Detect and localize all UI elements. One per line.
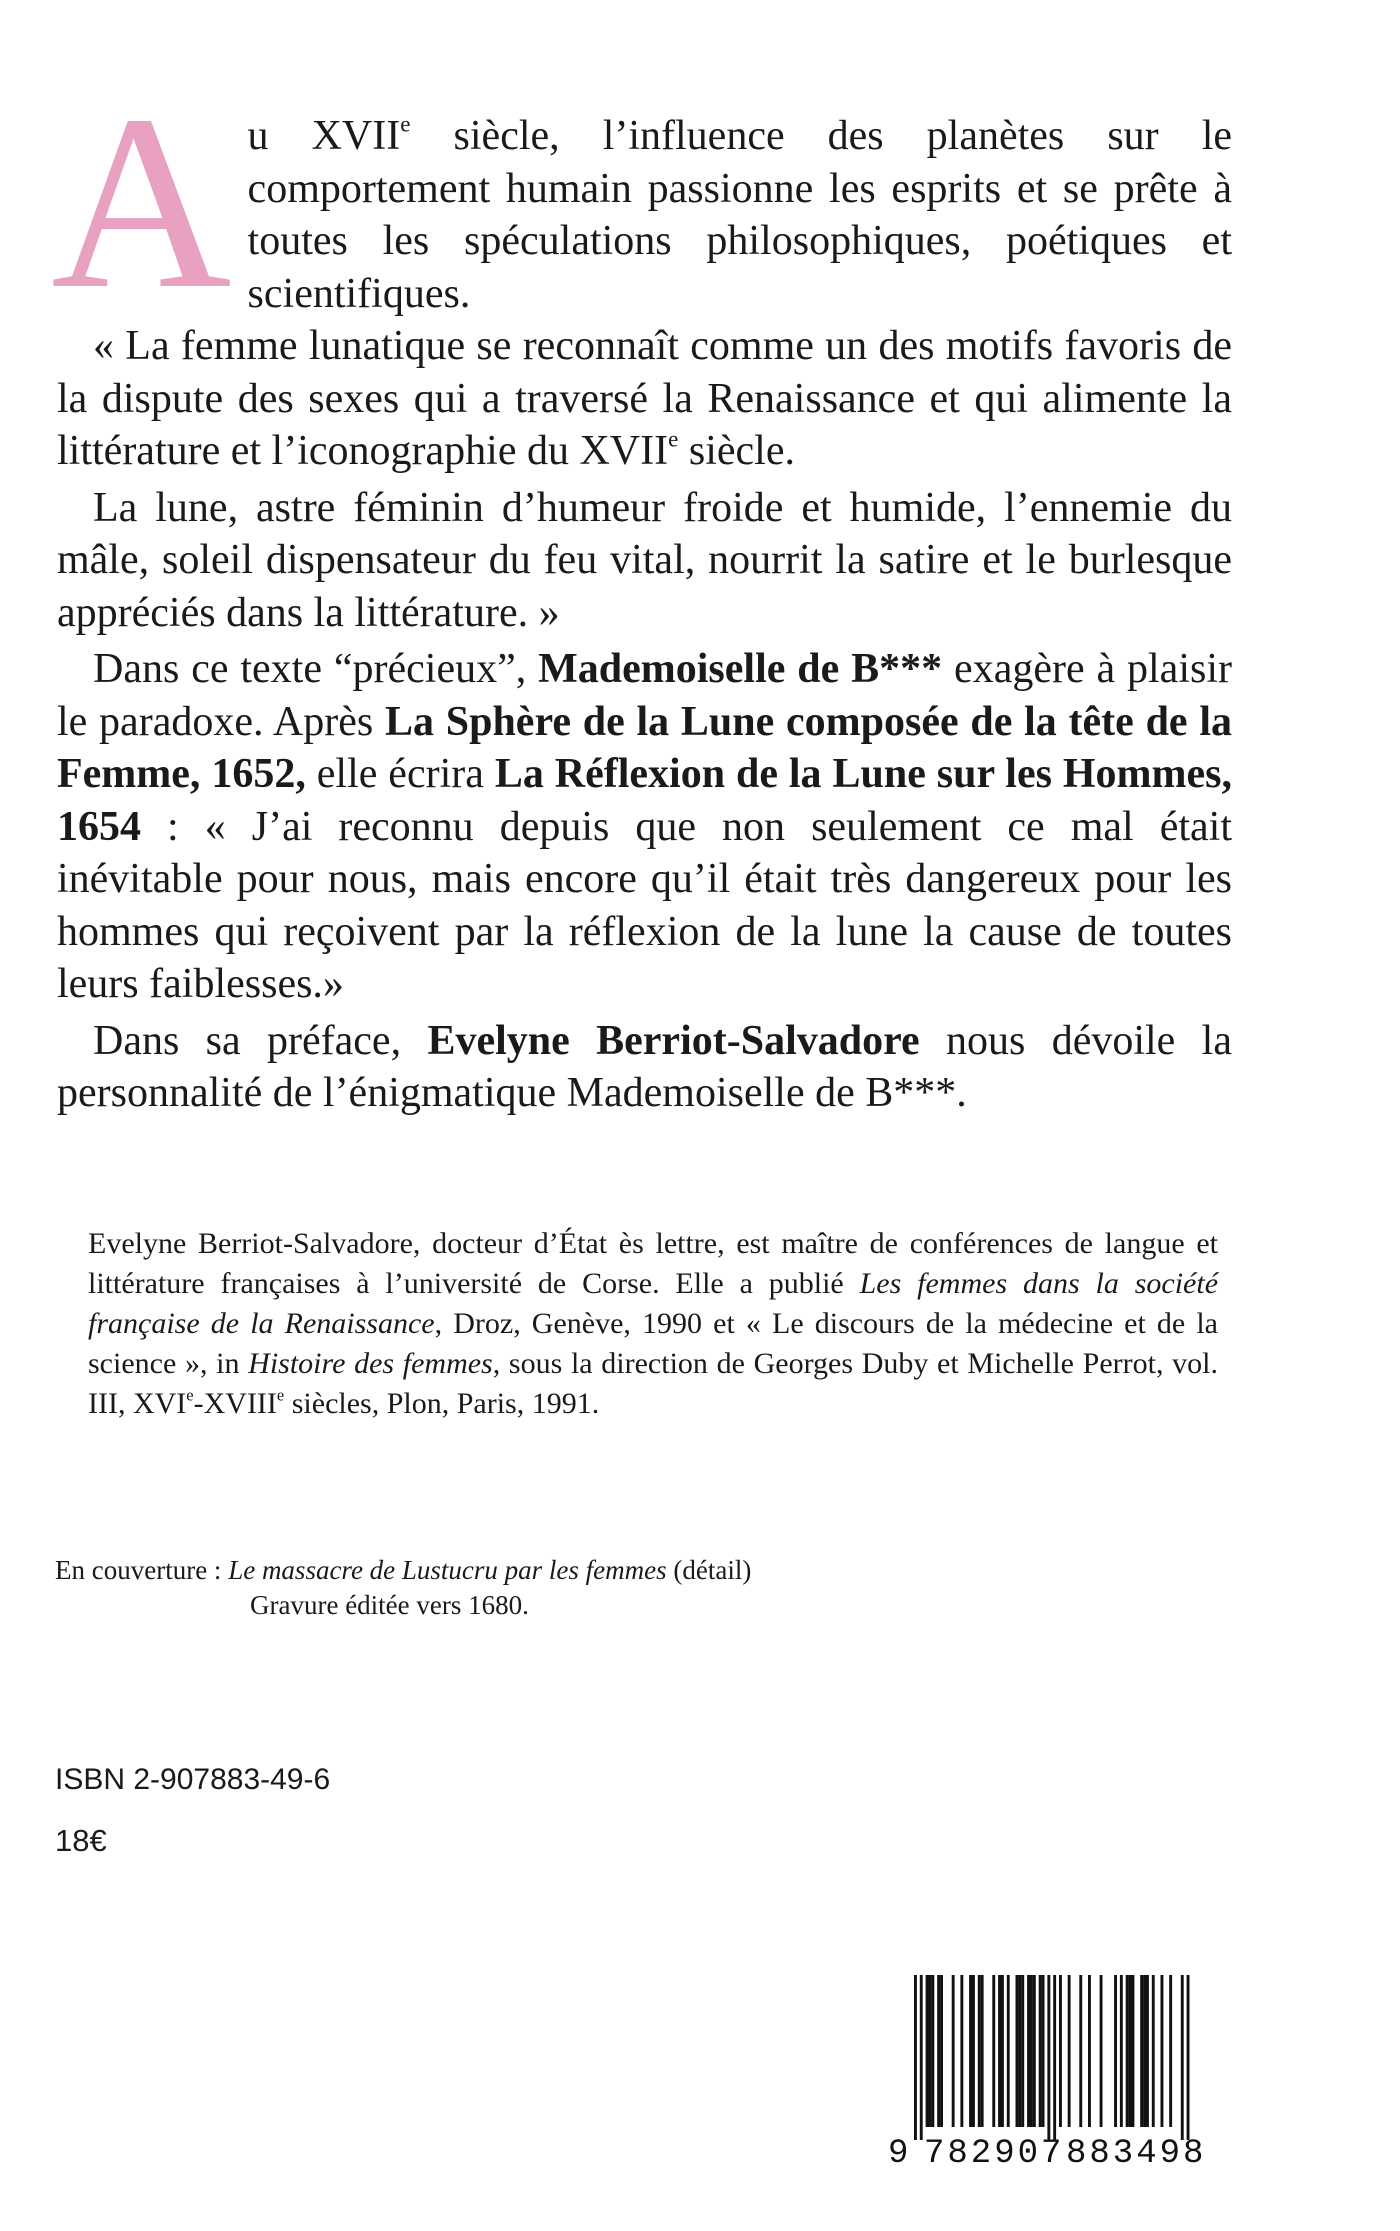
barcode-bar bbox=[937, 1975, 940, 2127]
work-title-2: La Réflexion de la Lune sur les Hommes, 1654 bbox=[57, 751, 1232, 850]
text: siècle, l’influence des planètes sur le comportement humain passionne les esprits et se prête à toutes les spéculations philosophiques, poétiques et scientifiques. bbox=[247, 113, 1233, 317]
barcode-bar bbox=[1027, 1975, 1030, 2127]
barcode-digits-left: 782907 bbox=[924, 2135, 1065, 2173]
barcode-bar bbox=[1030, 1975, 1033, 2127]
barcode-bar bbox=[1161, 1975, 1164, 2127]
text: elle écrira bbox=[305, 751, 495, 797]
blurb bbox=[51, 64, 1233, 1124]
text: -XVIII bbox=[193, 1387, 277, 1420]
book-title: Les femmes dans la société française de la Renaissance bbox=[88, 1267, 1219, 1340]
barcode-bar bbox=[1001, 1975, 1004, 2127]
cover-label: En couverture : bbox=[55, 1555, 229, 1585]
barcode-bar bbox=[978, 1975, 981, 2127]
barcode-bar bbox=[1021, 1975, 1024, 2127]
text: , Droz, Genève, 1990 et « Le discours de la médecine et de la science », in bbox=[88, 1307, 1218, 1380]
cover-credit bbox=[55, 1553, 955, 1623]
blurb-paragraph-3: La lune, astre féminin d’humeur froide et humide, l’ennemie du mâle, soleil dispensateur du feu vital, nourrit la satire et le burlesque appréciés dans la littérature. » bbox=[57, 484, 1232, 636]
barcode-bar bbox=[914, 1975, 917, 2140]
barcode-bar bbox=[1143, 1975, 1146, 2127]
barcode-bar bbox=[1129, 1975, 1132, 2127]
barcode-bar bbox=[1039, 1975, 1042, 2127]
barcode-bar bbox=[981, 1975, 984, 2127]
text: siècle. bbox=[678, 428, 795, 474]
text: siècles, Plon, Paris, 1991. bbox=[284, 1387, 600, 1420]
price: 18€ bbox=[55, 1823, 107, 1858]
text: Dans ce texte “précieux”, bbox=[93, 646, 539, 692]
barcode-bar bbox=[929, 1975, 932, 2127]
barcode-bar bbox=[952, 1975, 955, 2127]
isbn: ISBN 2-907883-49-6 bbox=[55, 1763, 331, 1796]
text: nous dévoile la personnalité de l’énigmatique Mademoiselle de B***. bbox=[57, 1017, 1232, 1116]
barcode-bar bbox=[972, 1975, 975, 2127]
blurb-paragraph-5 bbox=[57, 1015, 1232, 1120]
barcode-bar bbox=[1114, 1975, 1117, 2127]
barcode-bars bbox=[880, 1975, 1220, 2140]
barcode-bar bbox=[920, 1975, 923, 2140]
text: u XVII bbox=[247, 113, 401, 159]
dropcap-letter: A bbox=[51, 64, 232, 341]
text: Evelyne Berriot-Salvadore, docteur d’État ès lettre, est maître de conférences de langue et littérature françaises à l’université de Corse. Elle a publié bbox=[88, 1227, 1218, 1300]
barcode-bar bbox=[1079, 1975, 1082, 2127]
work-title-1: La Sphère de la Lune composée de la tête de la Femme, 1652, bbox=[57, 698, 1232, 797]
blurb-paragraph-4 bbox=[57, 643, 1232, 1011]
text: (détail) bbox=[666, 1555, 752, 1585]
barcode-bar bbox=[1140, 1975, 1143, 2127]
barcode-bar bbox=[1042, 1975, 1045, 2127]
blurb-paragraph-1 bbox=[51, 64, 1233, 341]
superscript: e bbox=[400, 110, 411, 137]
barcode-bar bbox=[931, 1975, 934, 2127]
barcode-bar bbox=[1016, 1975, 1019, 2127]
barcode-bar bbox=[1146, 1975, 1149, 2127]
barcode-bar bbox=[1018, 1975, 1021, 2127]
text: « La femme lunatique se reconnaît comme un des motifs favoris de la dispute des sexes qui a traversé la Renaissance et qui alimente la littérature et l’iconographie du XVII bbox=[57, 323, 1232, 474]
book-title: Histoire des femmes bbox=[248, 1347, 493, 1380]
blurb-paragraph-2 bbox=[57, 320, 1232, 478]
barcode-bar bbox=[992, 1975, 995, 2127]
barcode-bar bbox=[1169, 1975, 1172, 2127]
barcode-bar bbox=[1033, 1975, 1036, 2127]
text: Dans sa préface, bbox=[93, 1017, 428, 1064]
barcode-bar bbox=[969, 1975, 972, 2127]
barcode-bar bbox=[940, 1975, 943, 2127]
superscript: e bbox=[276, 1385, 285, 1405]
barcode-bar bbox=[1047, 1975, 1050, 2140]
barcode-bar bbox=[926, 1975, 929, 2127]
barcode bbox=[880, 1975, 1220, 2185]
barcode-bar bbox=[1059, 1975, 1062, 2127]
barcode-bar bbox=[1053, 1975, 1056, 2140]
cover-engraving-date: Gravure éditée vers 1680. bbox=[250, 1590, 529, 1620]
barcode-bar bbox=[1126, 1975, 1129, 2127]
author-bio bbox=[88, 1224, 1218, 1424]
barcode-bar bbox=[1100, 1975, 1103, 2127]
barcode-bar bbox=[1187, 1975, 1190, 2140]
preface-author: Evelyne Berriot-Salvadore bbox=[427, 1017, 920, 1064]
barcode-bar bbox=[1007, 1975, 1010, 2127]
barcode-bar bbox=[1088, 1975, 1091, 2127]
barcode-bar bbox=[1152, 1975, 1155, 2127]
barcode-bar bbox=[1120, 1975, 1123, 2127]
barcode-bar bbox=[960, 1975, 963, 2127]
quotation: : « J’ai reconnu depuis que non seulement ce mal était inévitable pour nous, mais encore qu’il était très dangereux pour les hommes qui reçoivent par la réflexion de la lune la cause de toutes leurs faiblesses.» bbox=[57, 803, 1232, 1007]
author-pseudonym: Mademoiselle de B*** bbox=[538, 646, 943, 692]
barcode-bar bbox=[998, 1975, 1001, 2127]
barcode-digits-right: 883498 bbox=[1066, 2135, 1207, 2173]
bio-paragraph bbox=[88, 1224, 1218, 1424]
barcode-bar bbox=[1068, 1975, 1071, 2127]
barcode-digit-first: 9 bbox=[888, 2135, 911, 2173]
text: , sous la direction de Georges Duby et Michelle Perrot, vol. III, XVI bbox=[88, 1347, 1219, 1420]
text: exagère à plaisir le paradoxe. Après bbox=[57, 646, 1232, 745]
cover-artwork-title: Le massacre de Lustucru par les femmes bbox=[228, 1555, 667, 1585]
superscript: e bbox=[186, 1385, 194, 1405]
barcode-bar bbox=[1132, 1975, 1135, 2127]
barcode-bar bbox=[1181, 1975, 1184, 2140]
superscript: e bbox=[668, 425, 679, 452]
